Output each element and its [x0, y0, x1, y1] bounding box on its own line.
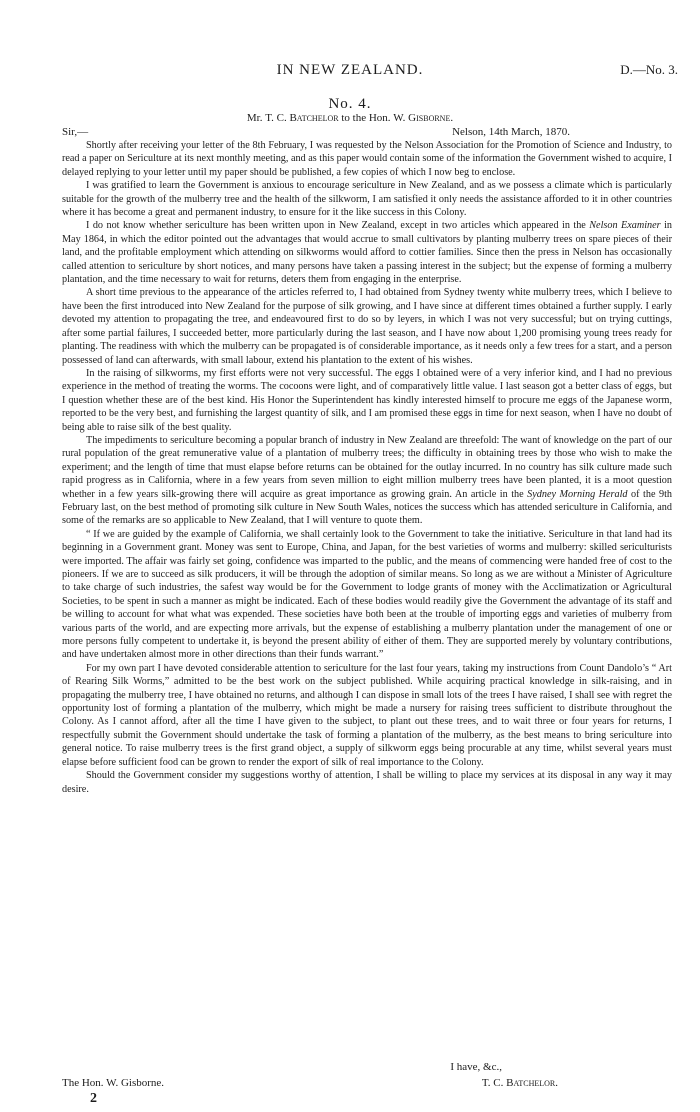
letter-body: [62, 139, 672, 796]
heading-prefix: Mr.: [246, 112, 266, 124]
heading-recipient: W. Gisborne: [393, 112, 451, 124]
paragraph: In the raising of silkworms, my first efforts were not very successful. The eggs I obtained were of a very inferior kind, and I had no previous experience in the method of treating the worms. The cocoons were light, and of comparatively little value. I last season got a better class of eggs, but I question whether these are of the best kind. His Honor the Superintendent has kindly interested himself to procure me eggs of the Japanese worm, reported to be the very best, and furnishing the largest quantity of silk, and I am promised these eggs in time for next season, when I have no doubt of being able to raise silk of the best quality.: [62, 367, 672, 433]
heading-sender: T. C. Batchelor: [265, 112, 339, 124]
document-reference: D.—No. 3.: [620, 62, 678, 77]
page-number: 2: [90, 1091, 97, 1106]
text-run: The impediments to sericulture becoming a popular branch of industry in New Zealand are threefold: The want of knowledge on the part of our rural population of the great remunerative value of a plantation of mulberry trees; the difficulty in obtaining trees by those who wish to make the experiment; and the length of time that must elapse before returns can be obtained for the outlay incurred. In no country has silk culture made such rapid progress as in California, where in a few years from seven million to eight million mulberry trees have been planted, it is a moot question whether in a few years silk-growing there will acquire as great importance as growing grain. An article in the: [62, 434, 672, 500]
newspaper-title: Sydney Morning Herald: [527, 488, 628, 500]
text-run: I do not know whether sericulture has been written upon in New Zealand, except in two articles which appeared in the: [86, 220, 590, 232]
letter-heading: [0, 112, 700, 124]
paragraph: For my own part I have devoted considerable attention to sericulture for the last four years, taking my instructions from Count Dandolo’s “ Art of Rearing Silk Worms,” admitted to be the best work on the subject published. While acquiring practical knowledge in silk-raising, and in propagating the mulberry tree, I have obtained no returns, and although I can dispose in small lots of the trees I have raised, I shall see with regret the opportunity lost of forming a plantation of the mulberry, which might be made a nursery for raising trees sufficient to distribute throughout the Colony. As I cannot afford, after all the time I have given to the subject, to plant out these trees, and to wait three or four years for returns, I respectfully submit the Government should undertake the task of forming a plantation of the mulberry, as the best means to bring sericulture into general notice. To raise mulberry trees is the first grand object, a supply of silkworm eggs being procurable at any time, whilst several years must elapse before sufficient food can be grown to render the export of silk of real importance to the Colony.: [62, 662, 672, 768]
paragraph: Shortly after receiving your letter of the 8th February, I was requested by the Nelson Association for the Promotion of Science and Industry, to read a paper on Sericulture at its next monthly meeting, and as this paper would contain some of the information the Government wished to acquire, I delayed replying to your letter until my paper should be published, a few copies of which I now beg to enclose.: [62, 140, 672, 178]
recipient-line: The Hon. W. Gisborne.: [62, 1077, 165, 1089]
paragraph: [62, 434, 672, 528]
paragraph: Should the Government consider my suggestions worthy of attention, I shall be willing to place my services at its disposal in any way it may desire.: [62, 770, 672, 795]
heading-mid: to the Hon.: [338, 112, 394, 124]
heading-end: .: [450, 112, 454, 124]
salutation: Sir,—: [62, 126, 89, 138]
place-date: Nelson, 14th March, 1870.: [452, 126, 570, 138]
running-title: IN NEW ZEALAND.: [276, 62, 424, 78]
text-run: of the 9th February last, on the best method of promoting silk culture in New South Wales, notices the success which has attended sericulture in California, and some of the remarks are so applicable to New Zealand, that I will venture to quote them.: [62, 488, 672, 527]
letter-number: No. 4.: [328, 96, 372, 112]
closing: I have, &c.,: [450, 1061, 502, 1073]
paragraph: I was gratified to learn the Government is anxious to encourage sericulture in New Zealand, and as we possess a climate which is particularly suitable for the growth of the mulberry tree and the health of the silkworm, I am satisfied it only needs the assistance afforded to it in other countries where it has become a great and permanent industry, to ensure for it the like success in this Colony.: [62, 180, 672, 219]
newspaper-title: Nelson Examiner: [589, 220, 661, 232]
signature: T. C. Batchelor.: [481, 1077, 558, 1089]
paragraph: [62, 219, 672, 286]
text-run: in May 1864, in which the editor pointed out the advantages that would accrue to small cultivators by planting mulberry trees on spare pieces of their land, and the profitable employment which attending on silkworms would afford to cottier families. Since then the press in Nelson has occasionally called attention to sericulture by short notices, and many persons have taken a passing interest in the subject; but the expense of forming a mulberry plantation, and the time necessary to wait for returns, deters them from engaging in the enterprise.: [62, 220, 672, 286]
paragraph: A short time previous to the appearance of the articles referred to, I had obtained from Sydney twenty white mulberry trees, which I believe to have been the first introduced into New Zealand for the purpose of silk growing, and I have since at different times obtained a further supply. I early devoted my attention to propagating the tree, and endeavoured first to do so by leyers, in which I was not very successful; but on trying cuttings, after some partial failures, I succeeded better, more particularly during the last season, and I have now about 1,200 promising young trees ready for planting. The readiness with which the mulberry can be propagated is of considerable importance, as it needs only a few trees for a start, and a person possessed of land can afterwards, with small labour, extend his plantation to the extent of his wishes.: [62, 287, 673, 366]
quoted-paragraph: “ If we are guided by the example of California, we shall certainly look to the Government to take the initiative. Sericulture in that land had its beginning in a Government grant. Money was sent to Europe, China, and Japan, for the best varieties of worms and mulberry: skilled sericulturists were imported. The affair was fairly set going, confidence was imparted to the public, and the means of commencing were handed free of cost to the pioneers. If we are to succeed as silk producers, it will be through the adoption of similar means. So long as we are without a Minister of Agriculture to take charge of such industries, the safest way would be for the Government to lodge grants of money with the Acclimatization or Agricultural Societies, to be spent in such a manner as might be indicated. Each of these bodies would readily give the Government the advantage of its staff and be willing to account for what what was expended. These societies have both been at the trouble of importing eggs and varieties of mulberry from various parts of the world, and are expecting more arrivals, but the expense of establishing a mulberry plantation under the management of one or more persons fully competent to undertake it, is beyond the present ability of either of them. They are supported merely by voluntary contributions, and have undertaken almost more in other directions than their funds warrant.”: [62, 528, 672, 661]
